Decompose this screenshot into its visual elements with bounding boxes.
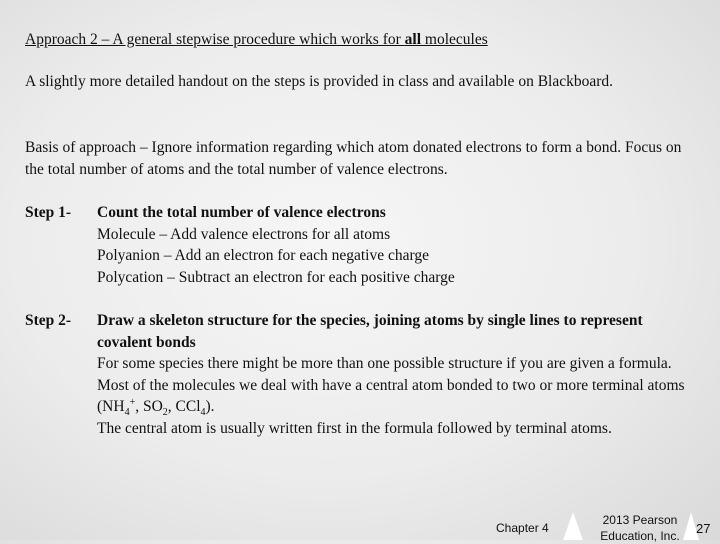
formula-nh4-base: NH bbox=[102, 398, 125, 415]
footer-publisher: 2013 Pearson Education, Inc. bbox=[600, 513, 680, 543]
formula-nh4-charge: + bbox=[129, 396, 136, 408]
step-1-body bbox=[97, 202, 697, 288]
slide-heading bbox=[25, 29, 488, 51]
formula-separator: , bbox=[167, 398, 176, 415]
heading-text-after: molecules bbox=[421, 31, 488, 48]
step-1-label: Step 1- bbox=[25, 204, 72, 221]
step-2-line-structures: For some species there might be more than one possible structure if you are given a formula. bbox=[97, 355, 672, 372]
handout-paragraph: A slightly more detailed handout on the steps is provided in class and available on Blackboard. bbox=[25, 73, 614, 90]
formula-nh4 bbox=[102, 396, 136, 419]
footer-chapter: Chapter 4 bbox=[496, 521, 549, 535]
formula-ccl4-subscript: 4 bbox=[200, 407, 206, 419]
step-2-line-ordering: The central atom is usually written first in the formula followed by terminal atoms. bbox=[97, 419, 612, 437]
formula-ccl4-base: CCl bbox=[175, 398, 201, 415]
basis-paragraph: Basis of approach – Ignore information regarding which atom donated electrons to form a bond. Focus on the total number of atoms and the total number of valence electrons. bbox=[25, 139, 682, 178]
formula-closing: ). bbox=[205, 398, 215, 415]
step-2-title: Draw a skeleton structure for the species, joining atoms by single lines to represent covalent bonds bbox=[97, 312, 643, 351]
step-1-line-polyanion: Polyanion – Add an electron for each negative charge bbox=[97, 247, 429, 264]
formula-so2-subscript: 2 bbox=[162, 407, 168, 419]
step-2-label: Step 2- bbox=[25, 312, 72, 329]
step-1-line-polycation: Polycation – Subtract an electron for each positive charge bbox=[97, 268, 455, 286]
step-1-line-molecule: Molecule – Add valence electrons for all atoms bbox=[97, 225, 391, 243]
heading-text-before: Approach 2 – A general stepwise procedure which works for bbox=[25, 31, 405, 48]
step-2-line-central-atom-text: Most of the molecules we deal with have a central atom bonded to two or more terminal atoms ( bbox=[97, 376, 685, 415]
footer-divider-shape bbox=[563, 512, 583, 540]
step-2-line-central-atom bbox=[97, 375, 697, 418]
heading-bold-word: all bbox=[404, 31, 422, 48]
formula-separator: , bbox=[135, 398, 143, 415]
formula-ccl4 bbox=[175, 398, 206, 419]
footer-page-number: 27 bbox=[696, 521, 711, 536]
step-1-title: Count the total number of valence electrons bbox=[97, 204, 386, 221]
step-2-body bbox=[97, 310, 697, 439]
formula-so2-base: SO bbox=[142, 398, 163, 415]
formula-so2 bbox=[142, 398, 168, 419]
formula-nh4-subscript: 4 bbox=[124, 407, 130, 419]
